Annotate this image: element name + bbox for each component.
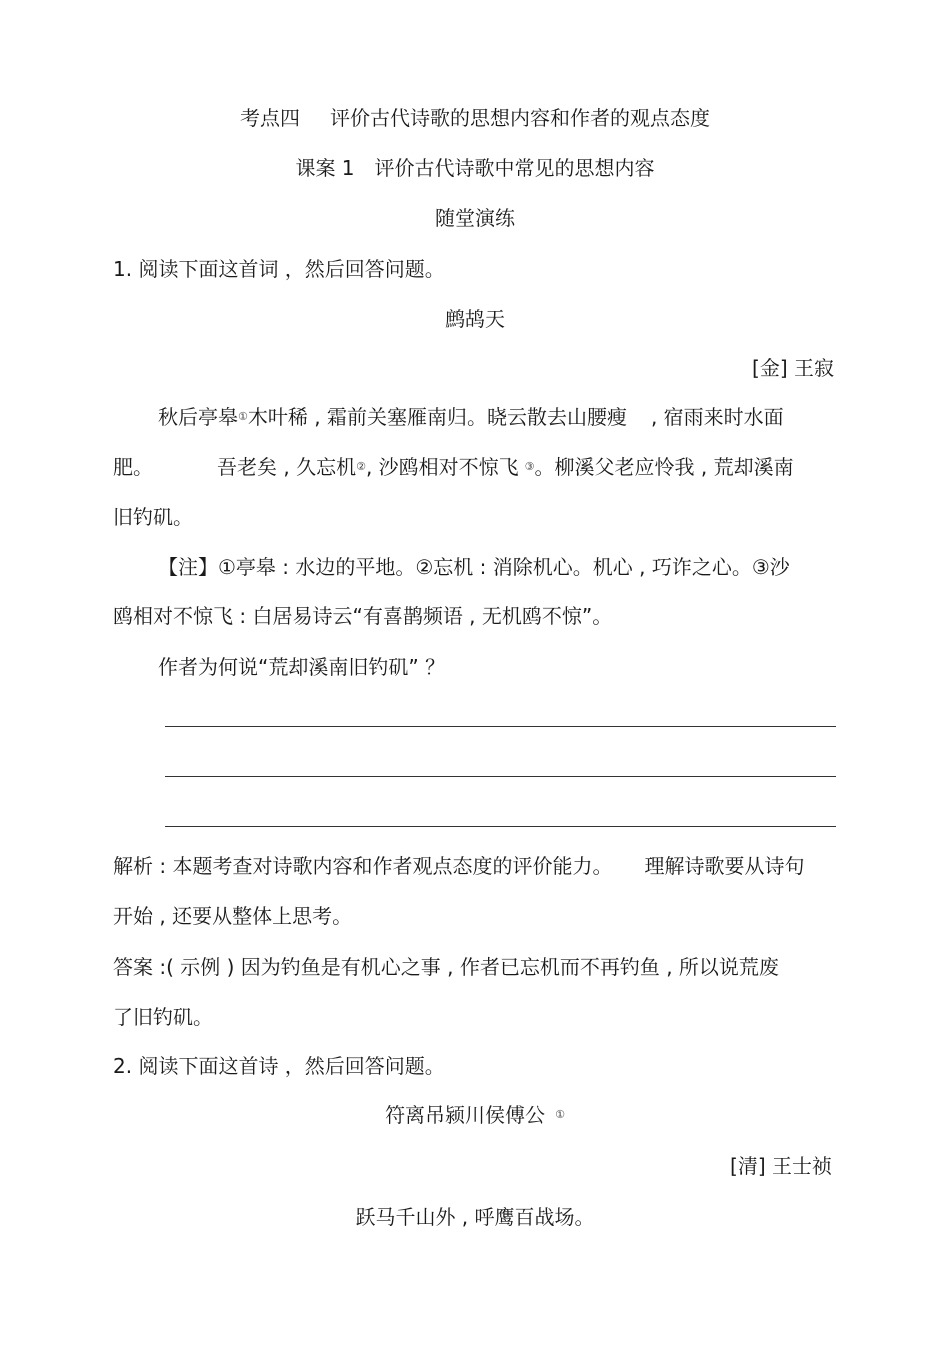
answer-line-3[interactable] bbox=[165, 826, 836, 827]
q1-answer-line-2: 了旧钓矶。 bbox=[113, 1005, 213, 1029]
q1-answer-line-1: 答案 :( 示例 ) 因为钓鱼是有机心之事 , 作者已忘机而不再钓鱼 , 所以说荒废 bbox=[113, 955, 779, 979]
lesson-title: 评价古代诗歌中常见的思想内容 bbox=[374, 156, 655, 180]
q2-poem-line-1: 跃马千山外 , 呼鹰百战场。 bbox=[355, 1205, 595, 1229]
q1-analysis-line-1: 解析 : 本题考查对诗歌内容和作者观点态度的评价能力。 理解诗歌要从诗句 bbox=[113, 854, 805, 878]
q1-poem-line-2: 肥。 吾老矣 , 久忘机②, 沙鸥相对不惊飞 ③。柳溪父老应怜我 , 荒却溪南 bbox=[113, 455, 794, 479]
topic-title: 评价古代诗歌的思想内容和作者的观点态度 bbox=[330, 106, 710, 130]
q1-poem-line-1: 秋后亭皋①木叶稀 , 霜前关塞雁南归。晓云散去山腰瘦 , 宿雨来时水面 bbox=[158, 405, 784, 429]
footnote-marker-3: ③ bbox=[524, 460, 535, 473]
q2-poem-title: 符离吊颍川侯傅公 ① bbox=[385, 1103, 565, 1127]
q1-poem-line-3: 旧钓矶。 bbox=[113, 505, 193, 529]
topic-heading bbox=[0, 106, 950, 130]
q1-question: 作者为何说“荒却溪南旧钓矶” ？ bbox=[158, 655, 446, 679]
footnote-marker-2: ② bbox=[356, 460, 366, 473]
q1-analysis-line-2: 开始 , 还要从整体上思考。 bbox=[113, 904, 353, 928]
footnote-marker-1: ① bbox=[238, 410, 248, 423]
q2-prompt: 2. 阅读下面这首诗 ，然后回答问题。 bbox=[113, 1054, 445, 1078]
lesson-number: 课案 1 bbox=[295, 156, 355, 180]
q1-author: [金] 王寂 bbox=[752, 356, 834, 380]
q1-note-line-2: 鸥相对不惊飞 : 白居易诗云“有喜鹊频语 , 无机鸥不惊”。 bbox=[113, 604, 613, 628]
answer-line-1[interactable] bbox=[165, 726, 836, 727]
q1-poem-title: 鹧鸪天 bbox=[445, 307, 505, 331]
answer-line-2[interactable] bbox=[165, 776, 836, 777]
topic-number: 考点四 bbox=[240, 106, 300, 130]
lesson-heading bbox=[0, 156, 950, 180]
q1-prompt: 1. 阅读下面这首词 ，然后回答问题。 bbox=[113, 257, 445, 281]
q2-author: [清] 王士祯 bbox=[730, 1154, 832, 1178]
section-title: 随堂演练 bbox=[435, 206, 515, 230]
q2-footnote-marker: ① bbox=[555, 1108, 565, 1121]
q1-note-line-1: 【注】①亭皋 : 水边的平地。②忘机 : 消除机心。机心 , 巧诈之心。③沙 bbox=[158, 555, 790, 579]
